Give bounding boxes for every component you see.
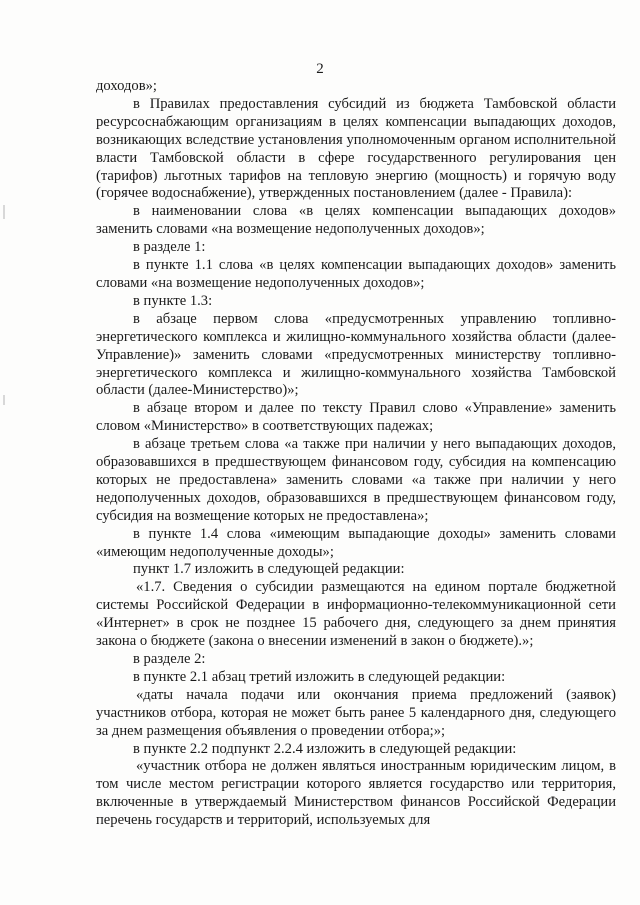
paragraph: «даты начала подачи или окончания приема предложений (заявок) участников отбора, которая не может быть ранее 5 календарного дня, следующего за днем размещения объявления о проведении отбора;»; xyxy=(96,686,616,739)
scan-edge-mark xyxy=(3,395,5,405)
paragraph: в абзаце втором и далее по тексту Правил слово «Управление» заменить словом «Министерство» в соответствующих падежах; xyxy=(96,400,616,435)
paragraph: в пункте 2.1 абзац третий изложить в следующей редакции: xyxy=(133,668,506,685)
paragraph: в пункте 1.1 слова «в целях компенсации выпадающих доходов» заменить словами «на возмещение недополученных доходов»; xyxy=(96,257,616,291)
paragraph: в абзаце третьем слова «а также при наличии у него выпадающих доходов, образовавшихся в предшествующем финансовом году, субсидия на компенсацию которых не предоставлена» заменить словами «а также при наличии у него недополученных доходов, образовавшихся в предшествующем финансовом году, субсидия на возмещение которых не предоставлена»; xyxy=(96,436,616,524)
paragraph: в пункте 2.2 подпункт 2.2.4 изложить в следующей редакции: xyxy=(133,740,517,757)
paragraph: пункт 1.7 изложить в следующей редакции: xyxy=(133,561,405,578)
paragraph: в разделе 2: xyxy=(133,651,206,667)
paragraph: в Правилах предоставления субсидий из бюджета Тамбовской области ресурсоснабжающим организациям в целях компенсации выпадающих доходов, возникающих вследствие установления уполномоченным органом исполнительной власти Тамбовской области в сфере государственного регулирования цен (тарифов) льготных тарифов на тепловую энергию (мощность) и горячую воду (горячее водоснабжение), утвержденных постановлением (далее - Правила): xyxy=(96,95,616,202)
paragraph: в пункте 1.3: xyxy=(133,292,213,309)
paragraph: в пункте 1.4 слова «имеющим выпадающие доходы» заменить словами «имеющим недополученные доходы»; xyxy=(96,525,616,560)
scan-edge-mark xyxy=(3,205,5,219)
paragraph: «1.7. Сведения о субсидии размещаются на едином портале бюджетной системы Российской Федерации в информационно-телекоммуникационной сети «Интернет» в срок не позднее 15 рабочего дня, следующего за днем принятия закона о бюджете (закона о внесении изменений в закон о бюджете).»; xyxy=(96,579,616,650)
document-body xyxy=(96,78,616,830)
paragraph: «участник отбора не должен являться иностранным юридическим лицом, в том числе местом регистрации которого является государство или территория, включенные в утверждаемый Министерством финансов Российской Федерации перечень государств и территорий, используемых для xyxy=(96,758,616,829)
paragraph: в абзаце первом слова «предусмотренных управлению топливно-энергетического комплекса и жилищно-коммунального хозяйства области (далее-Управление)» заменить словами «предусмотренных министерству топливно-энергетического комплекса и жилищно-коммунального хозяйства Тамбовской области (далее-Министерство)»; xyxy=(96,310,616,399)
paragraph-continuation: доходов»; xyxy=(96,78,157,94)
paragraph: в наименовании слова «в целях компенсации выпадающих доходов» заменить словами «на возмещение недополученных доходов»; xyxy=(96,203,616,238)
paragraph: в разделе 1: xyxy=(133,239,206,256)
page-number: 2 xyxy=(316,61,324,77)
